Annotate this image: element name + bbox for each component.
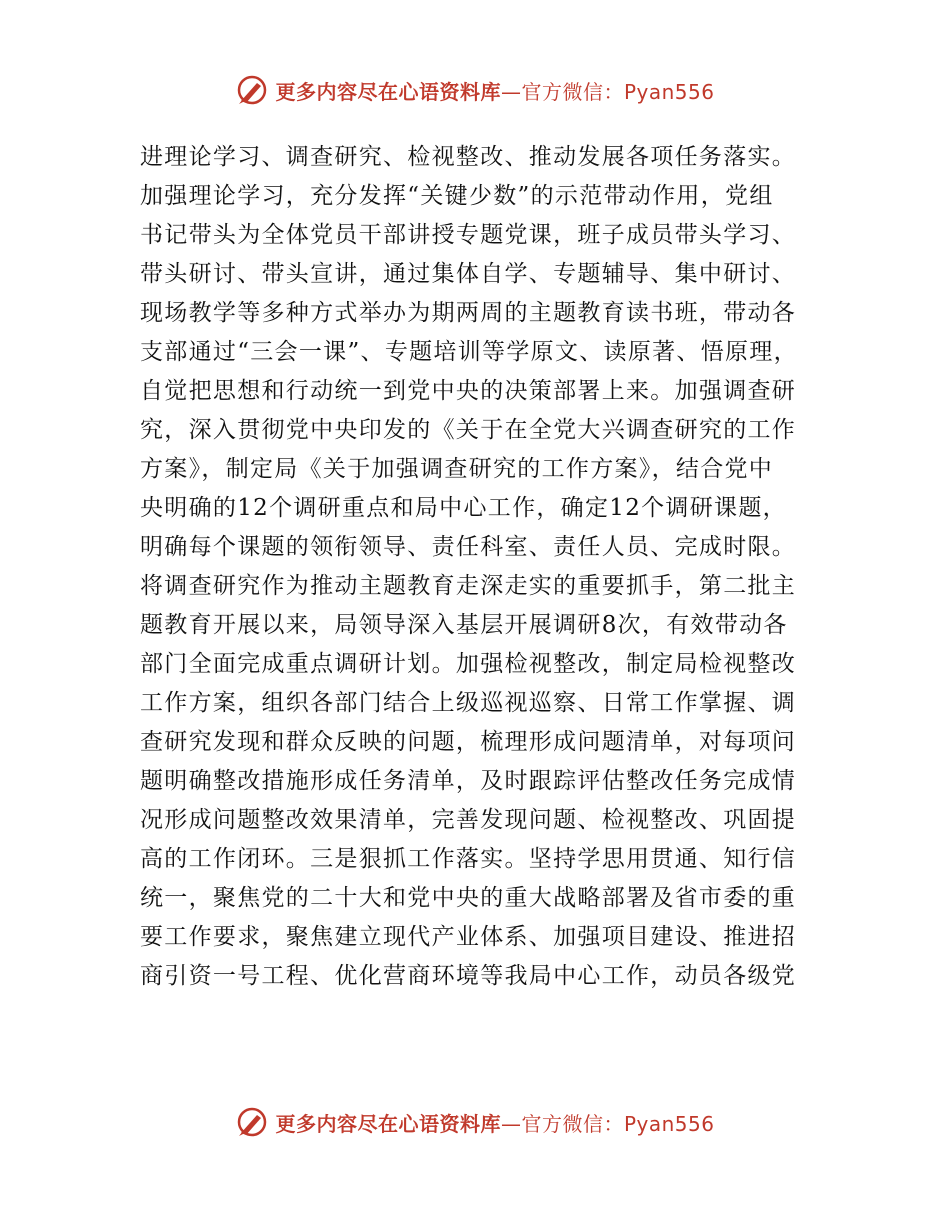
- text-line: 书记带头为全体党员干部讲授专题党课，班子成员带头学习、: [140, 222, 797, 248]
- text-line: 加强理论学习，充分发挥“关键少数”的示范带动作用，党组: [140, 183, 774, 209]
- text-line: 高的工作闭环。三是狠抓工作落实。坚持学思用贯通、知行信: [140, 846, 797, 872]
- text-line: 工作方案，组织各部门结合上级巡视巡察、日常工作掌握、调: [140, 690, 797, 716]
- header-banner: [0, 70, 950, 110]
- text-line: 带头研讨、带头宣讲，通过集体自学、专题辅导、集中研讨、: [140, 261, 797, 287]
- banner-separator: —: [500, 79, 522, 104]
- text-line: 商引资一号工程、优化营商环境等我局中心工作，动员各级党: [140, 963, 797, 989]
- text-line: 进理论学习、调查研究、检视整改、推动发展各项任务落实。: [140, 144, 797, 170]
- text-line: 要工作要求，聚焦建立现代产业体系、加强项目建设、推进招: [140, 924, 797, 950]
- text-line: 自觉把思想和行动统一到党中央的决策部署上来。加强调查研: [140, 378, 797, 404]
- text-line: 部门全面完成重点调研计划。加强检视整改，制定局检视整改: [140, 651, 797, 677]
- text-line: 方案》，制定局《关于加强调查研究的工作方案》，结合党中: [140, 456, 774, 482]
- pen-logo-icon: [235, 1105, 269, 1139]
- text-line: 央明确的12个调研重点和局中心工作，确定12个调研课题，: [140, 495, 787, 521]
- text-line: 现场教学等多种方式举办为期两周的主题教育读书班，带动各: [140, 300, 797, 326]
- text-line: 统一，聚焦党的二十大和党中央的重大战略部署及省市委的重: [140, 885, 797, 911]
- text-line: 将调查研究作为推动主题教育走深走实的重要抓手，第二批主: [140, 573, 797, 599]
- banner-text: [275, 76, 714, 105]
- text-line: 究，深入贯彻党中央印发的《关于在全党大兴调查研究的工作: [140, 417, 797, 443]
- banner-separator: —: [500, 1111, 522, 1136]
- banner-contact: 官方微信：Pyan556: [521, 1111, 715, 1136]
- text-line: 题明确整改措施形成任务清单，及时跟踪评估整改任务完成情: [140, 768, 797, 794]
- text-line: 明确每个课题的领衔领导、责任科室、责任人员、完成时限。: [140, 534, 797, 560]
- text-line: 题教育开展以来，局领导深入基层开展调研8次，有效带动各: [140, 612, 788, 638]
- banner-site-name: 更多内容尽在心语资料库: [275, 1111, 501, 1136]
- document-body: [140, 138, 820, 996]
- text-line: 支部通过“三会一课”、专题培训等学原文、读原著、悟原理，: [140, 339, 798, 365]
- banner-site-name: 更多内容尽在心语资料库: [275, 79, 501, 104]
- pen-logo-icon: [235, 73, 269, 107]
- text-line: 况形成问题整改效果清单，完善发现问题、检视整改、巩固提: [140, 807, 797, 833]
- text-line: 查研究发现和群众反映的问题，梳理形成问题清单，对每项问: [140, 729, 797, 755]
- banner-contact: 官方微信：Pyan556: [521, 79, 715, 104]
- banner-text: [275, 1108, 714, 1137]
- footer-banner: [0, 1102, 950, 1142]
